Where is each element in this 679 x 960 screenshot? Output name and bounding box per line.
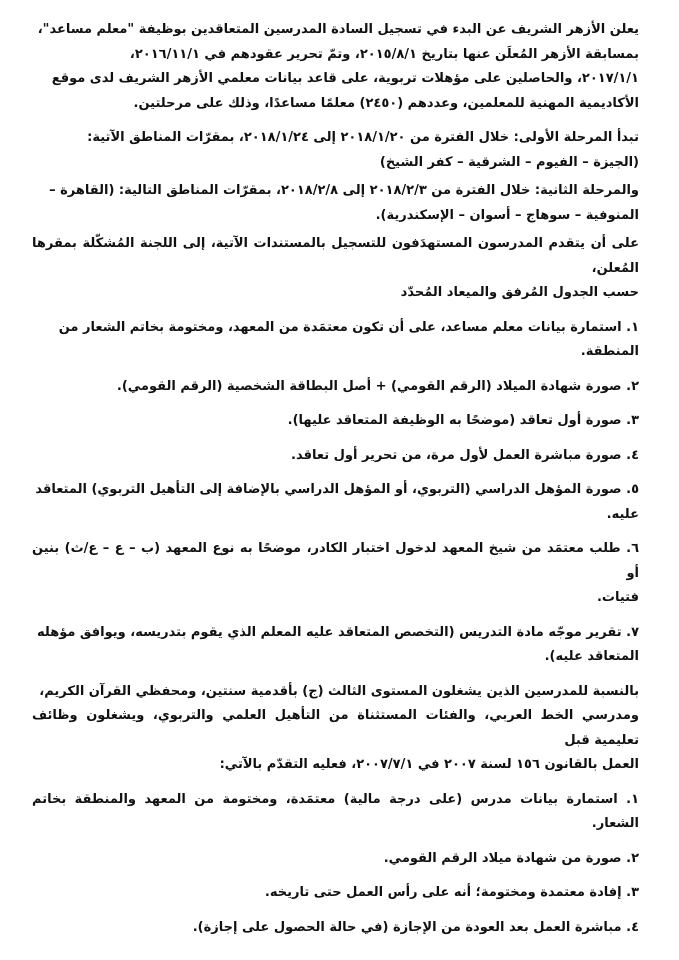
text-line: الأكاديمية المهنية للمعلمين، وعددهم (٢٤٥٠) معلمًا مساعدًا، وذلك على مرحلتين. xyxy=(133,95,639,111)
text-line: ٧. تقرير موجّه مادة التدريس (التخصص المتعاقد عليه المعلم الذي يقوم بتدريسه، ويوافق مؤهله xyxy=(37,624,639,640)
list-item-4 xyxy=(32,444,639,469)
text-line: يعلن الأزهر الشريف عن البدء في تسجيل السادة المدرسين المتعاقدين بوظيفة "معلم مساعد"، xyxy=(37,22,639,37)
list-item-2 xyxy=(32,375,639,400)
level3-list-item-4 xyxy=(32,916,639,941)
text-line: على أن يتقدم المدرسون المستهدَفون للتسجيل بالمستندات الآتية، إلى اللجنة المُشكّلة بمقرها المُعلن، xyxy=(32,236,639,276)
text-line: ١. استمارة بيانات مدرس (على درجة مالية) معتمَدة، ومختومة من المعهد والمنطقة بخاتم الشعار. xyxy=(32,791,639,831)
list-item-1 xyxy=(32,316,639,365)
phase2-paragraph xyxy=(32,179,639,228)
text-line: ٦. طلب معتمَد من شيخ المعهد لدخول اختبار الكادر، موضحًا به نوع المعهد (ب – ع – ع/ث) بنين أو xyxy=(32,541,639,581)
list-item-6 xyxy=(32,537,639,611)
text-line: بمسابقة الأزهر المُعلَن عنها بتاريخ ٢٠١٥/٨/١، وتمّ تحرير عقودهم في ٢٠١٦/١١/١، xyxy=(129,46,639,62)
phase1-paragraph xyxy=(32,126,639,175)
text-line: ٢. صورة شهادة الميلاد (الرقم القومي) + أصل البطاقة الشخصية (الرقم القومي). xyxy=(116,378,639,394)
text-line: المنوفية – سوهاج – أسوان – الإسكندرية). xyxy=(375,207,639,223)
level3-list-item-1 xyxy=(32,788,639,837)
level3-list-item-2 xyxy=(32,847,639,872)
text-line: ٤. مباشرة العمل بعد العودة من الإجازة (في حالة الحصول على إجازة). xyxy=(192,919,639,935)
text-line: عليه. xyxy=(606,506,639,522)
list-item-7 xyxy=(32,621,639,670)
text-line: ١. استمارة بيانات معلم مساعد، على أن تكون معتمَدة من المعهد، ومختومة بخاتم الشعار من xyxy=(58,319,639,335)
intro-paragraph xyxy=(32,18,639,116)
text-line: حسب الجدول المُرفق والميعاد المُحدّد xyxy=(400,285,639,300)
text-line: ٥. صورة المؤهل الدراسي (التربوي، أو المؤهل الدراسي بالإضافة إلى التأهيل التربوي) المتعاقد xyxy=(35,482,639,497)
list-item-3 xyxy=(32,409,639,434)
instructions-paragraph xyxy=(32,232,639,306)
text-line: ومدرسي الخط العربي، والفئات المستثناة من التأهيل العلمي والتربوي، ويشغلون وظائف تعليمية قبل xyxy=(32,708,639,748)
text-line: ٤. صورة مباشرة العمل لأول مرة، من تحرير أول تعاقد. xyxy=(291,447,639,463)
level3-note-paragraph xyxy=(32,680,639,778)
text-line: العمل بالقانون ١٥٦ لسنة ٢٠٠٧ في ٢٠٠٧/٧/١، فعليه التقدّم بالآتي: xyxy=(219,757,639,772)
text-line: تبدأ المرحلة الأولى: خلال الفترة من ٢٠١٨/١/٢٠ إلى ٢٠١٨/١/٢٤، بمقرّات المناطق الآتية: xyxy=(87,130,639,145)
text-line: والمرحلة الثانية: خلال الفترة من ٢٠١٨/٢/٣ إلى ٢٠١٨/٢/٨، بمقرّات المناطق التالية: (القاهرة – xyxy=(49,183,639,198)
text-line: ٢٠١٧/١/١، والحاصلين على مؤهلات تربوية، على قاعد بيانات معلمي الأزهر الشريف لدى موقع xyxy=(51,71,639,86)
text-line: المنطقة. xyxy=(580,344,639,359)
text-line: ٣. إفادة معتمدة ومختومة؛ أنه على رأس العمل حتى تاريخه. xyxy=(264,885,639,900)
text-line: بالنسبة للمدرسين الذين يشغلون المستوى الثالث (ج) بأقدمية سنتين، ومحفظي القرآن الكريم، xyxy=(39,683,639,699)
text-line: ٢. صورة من شهادة ميلاد الرقم القومي. xyxy=(383,850,639,866)
text-line: ٣. صورة أول تعاقد (موضحًا به الوظيفة المتعاقد عليها). xyxy=(287,413,639,428)
text-line: (الجيزة – الفيوم – الشرقية – كفر الشيخ) xyxy=(379,154,639,170)
text-line: المتعاقد عليه). xyxy=(544,649,639,664)
text-line: فتيات. xyxy=(596,590,639,605)
list-item-5 xyxy=(32,478,639,527)
level3-list-item-3 xyxy=(32,881,639,906)
